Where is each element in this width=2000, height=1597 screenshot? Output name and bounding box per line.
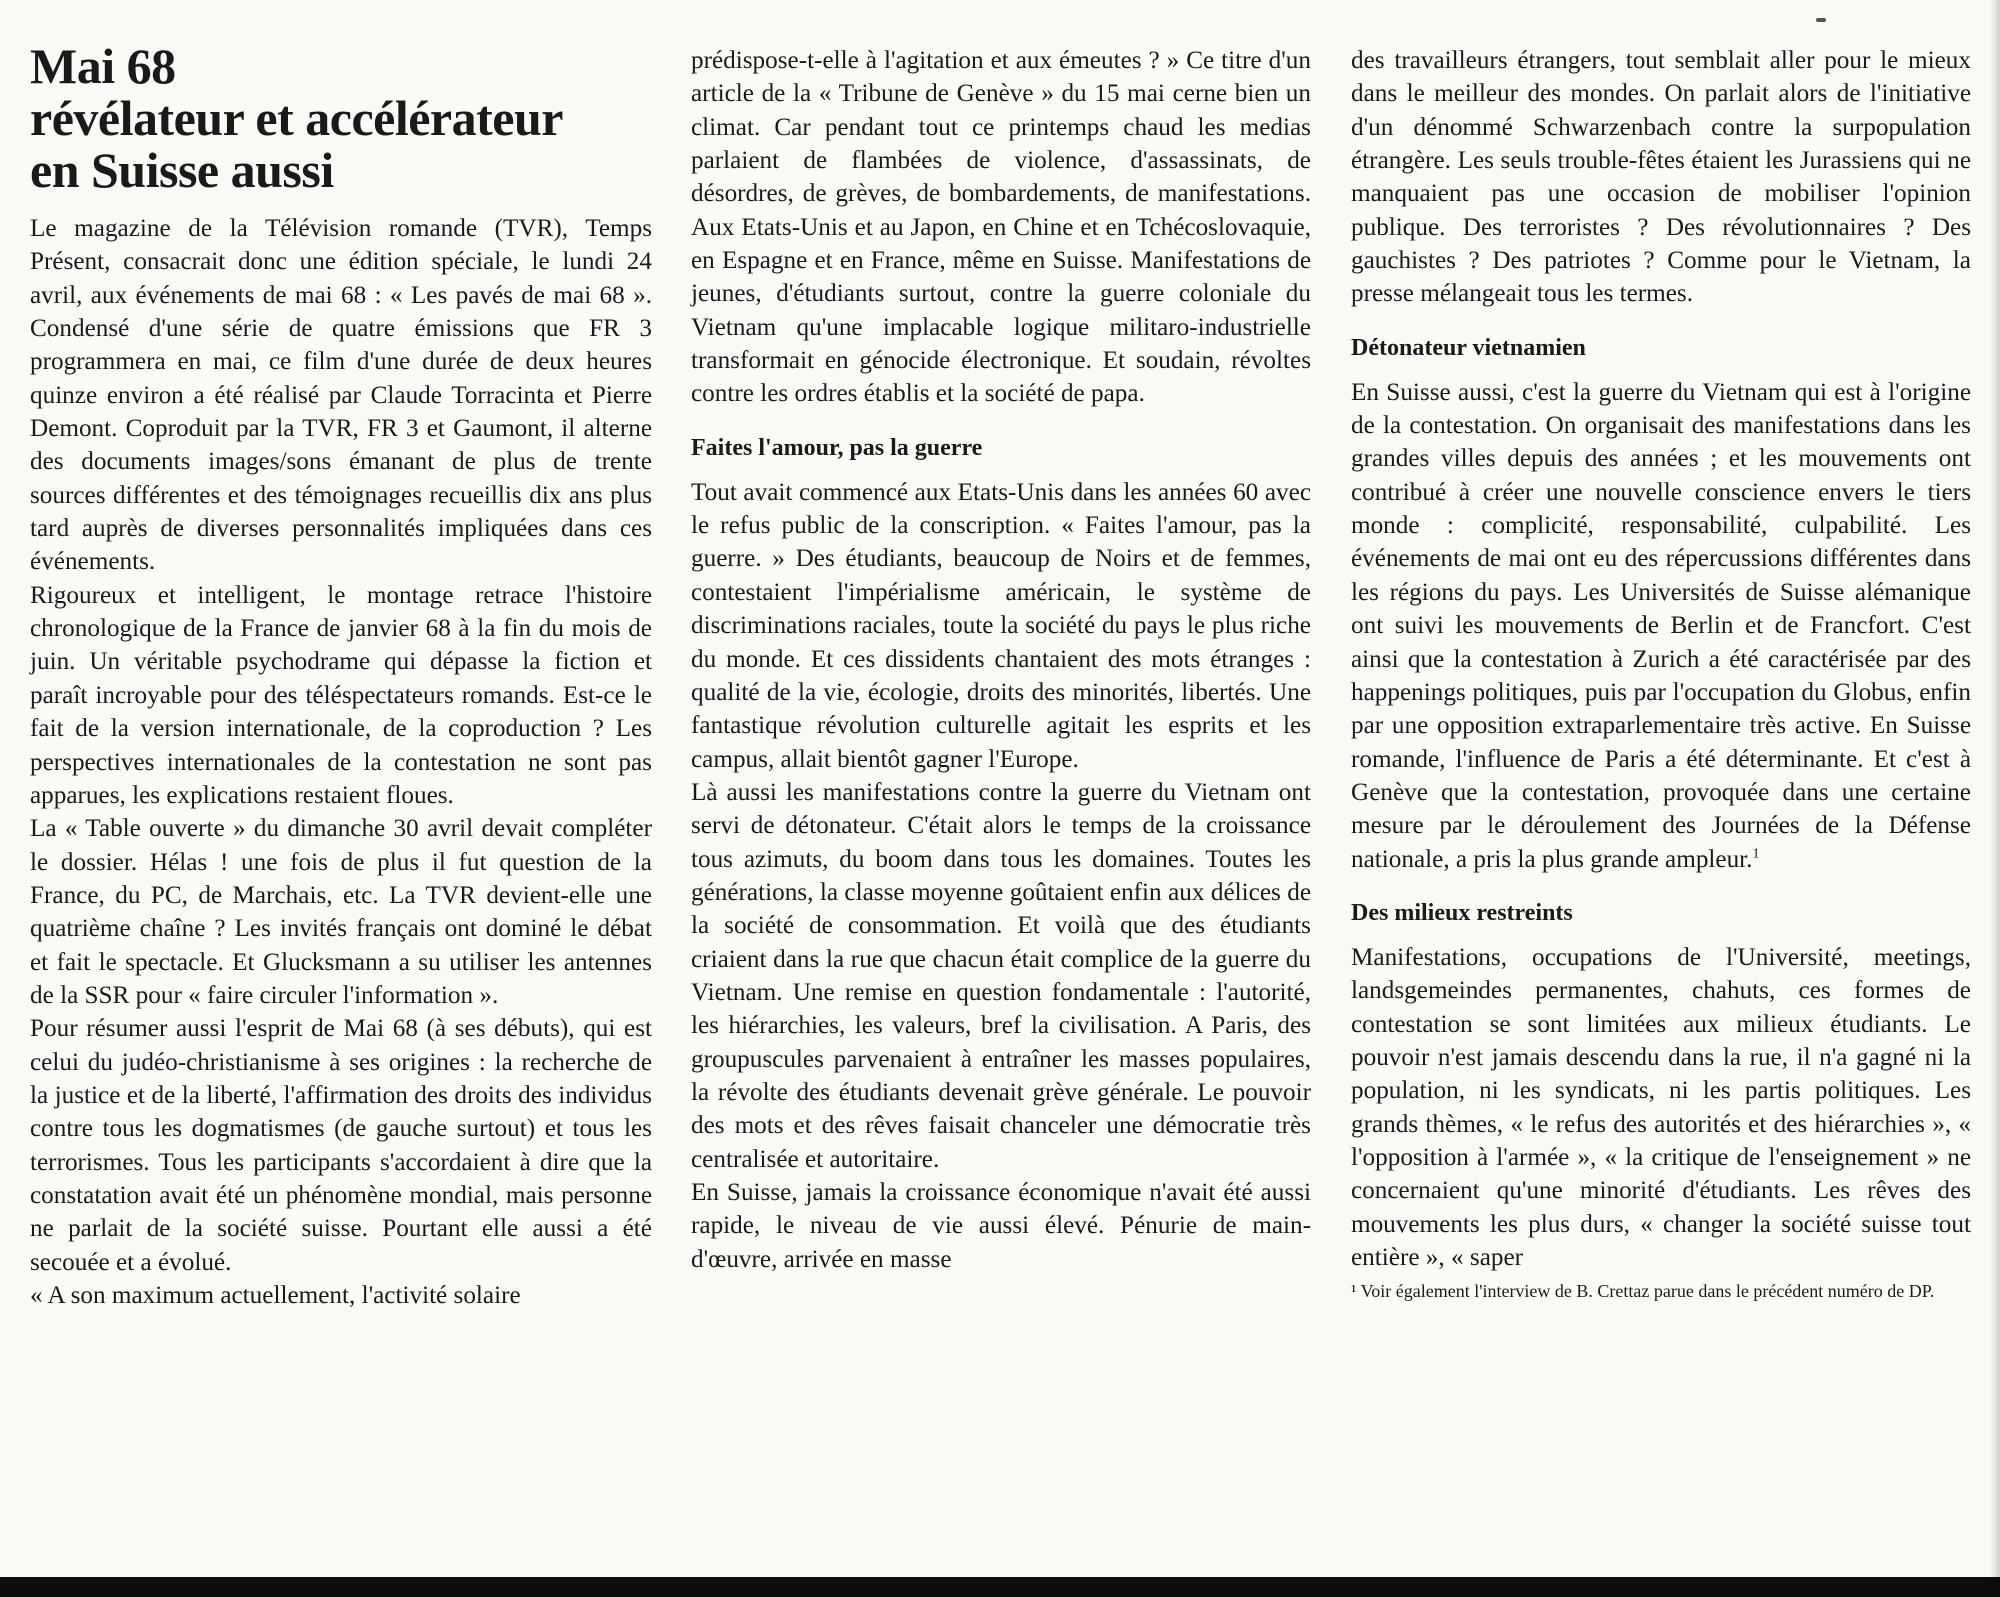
article-column-3 [1351, 44, 1971, 1302]
article-column-2 [691, 44, 1311, 1276]
body-paragraph-continued: En Suisse, jamais la croissance économique n'avait été aussi rapide, le niveau de vie aussi élevé. Pénurie de main-d'œuvre, arrivée en masse [691, 1179, 1311, 1273]
bottom-border [0, 1577, 2000, 1597]
body-paragraph: Rigoureux et intelligent, le montage retrace l'histoire chronologique de la France de janvier 68 à la fin du mois de juin. Un véritable psychodrame qui dépasse la fiction et paraît incroyable pour des téléspectateurs romands. Est-ce le fait de la version internationale, de la coproduction ? Les perspectives internationales de la contestation ne sont pas apparues, les explications restaient floues. [30, 581, 652, 809]
body-paragraph-with-footnote [1351, 376, 1971, 876]
page-edge-shadow [1990, 0, 2000, 1597]
subheading: Des milieux restreints [1351, 899, 1573, 926]
body-paragraph: Manifestations, occupations de l'Université, meetings, landsgemeindes permanentes, chahuts, ces formes de contestation se sont limitées aux milieux étudiants. Le pouvoir n'est jamais descendu dans la rue, il n'a gagné ni la population, ni les syndicats, ni les partis politiques. Les grands thèmes, « le refus des autorités et des hiérarchies », « l'opposition à l'armée », « la critique de l'enseignement » ne concernaient qu'une minorité d'étudiants. Les rêves des mouvements les plus durs, « changer la société suisse tout entière », « saper [1351, 943, 1971, 1271]
print-speck [1816, 18, 1826, 22]
body-paragraph: La « Table ouverte » du dimanche 30 avril devait compléter le dossier. Hélas ! une fois de plus il fut question de la France, du PC, de Marchais, etc. La TVR devient-elle une quatrième chaîne ? Les invités français ont dominé le débat et fait le spectacle. Et Glucksmann a su utiliser les antennes de la SSR pour « faire circuler l'information ». [30, 815, 652, 1009]
body-paragraph: Le magazine de la Télévision romande (TVR), Temps Présent, consacrait donc une édition spéciale, le lundi 24 avril, aux événements de mai 68 : « Les pavés de mai 68 ». Condensé d'une série de quatre émissions que FR 3 programmera en mai, ce film d'une durée de deux heures quinze environ a été réalisé par Claude Torracinta et Pierre Demont. Coproduit par la TVR, FR 3 et Gaumont, il alterne des documents images/sons émanant de plus de trente sources différentes et des témoignages recueillis dix ans plus tard auprès de diverses personnalités impliquées dans ces événements. [30, 215, 652, 576]
title-line: révélateur et accélérateur [30, 90, 563, 146]
subheading: Faites l'amour, pas la guerre [691, 434, 983, 461]
body-paragraph: Tout avait commencé aux Etats-Unis dans les années 60 avec le refus public de la conscription. « Faites l'amour, pas la guerre. » Des étudiants, beaucoup de Noirs et de femmes, contestaient l'impérialisme américain, le système de discriminations raciales, toute la société du pays le plus riche du monde. Et ces dissidents chantaient des mots étranges : qualité de la vie, écologie, droits des minorités, libertés. Une fantastique révolution culturelle agitait les esprits et les campus, allait bientôt gagner l'Europe. [691, 478, 1311, 773]
body-paragraph-continued: prédispose-t-elle à l'agitation et aux émeutes ? » Ce titre d'un article de la « Tribune de Genève » du 15 mai cerne bien un climat. Car pendant tout ce printemps chaud les medias parlaient de flambées de violence, d'assassinats, de désordres, de grèves, de bombardements, de manifestations. Aux Etats-Unis et au Japon, en Chine et en Tchécoslovaquie, en Espagne et en France, même en Suisse. Manifestations de jeunes, d'étudiants surtout, contre la guerre coloniale du Vietnam qu'une implacable logique militaro-industrielle transformait en génocide électronique. Et soudain, révoltes contre les ordres établis et la société de papa. [691, 47, 1311, 408]
footnote: ¹ Voir également l'interview de B. Crettaz parue dans le précédent numéro de DP. [1351, 1281, 1935, 1302]
footnote-marker: 1 [1752, 846, 1760, 862]
body-paragraph-continued: des travailleurs étrangers, tout semblait aller pour le mieux dans le meilleur des mondes. On parlait alors de l'initiative d'un dénommé Schwarzenbach contre la surpopulation étrangère. Les seuls trouble-fêtes étaient les Jurassiens qui ne manquaient pas une occasion de mobiliser l'opinion publique. Des terroristes ? Des révolutionnaires ? Des gauchistes ? Des patriotes ? Comme pour le Vietnam, la presse mélangeait tous les termes. [1351, 47, 1971, 308]
title-line: Mai 68 [30, 38, 176, 94]
body-paragraph-continued: « A son maximum actuellement, l'activité solaire [30, 1282, 521, 1309]
body-paragraph: Là aussi les manifestations contre la guerre du Vietnam ont servi de détonateur. C'était alors le temps de la croissance tous azimuts, du boom dans tous les domaines. Toutes les générations, la classe moyenne goûtaient enfin aux délices de la société de consommation. Et voilà que des étudiants criaient dans la rue que chacun était complice de la guerre du Vietnam. Une remise en question fondamentale : l'autorité, les hiérarchies, les valeurs, bref la civilisation. A Paris, des groupuscules parvenaient à entraîner les masses populaires, la révolte des étudiants devenait grève générale. Le pouvoir des mots et des rêves faisait chanceler une démocratie très centralisée et autoritaire. [691, 778, 1311, 1173]
paragraph-text: En Suisse aussi, c'est la guerre du Vietnam qui est à l'origine de la contestation. On organisait des manifestations dans les grandes villes depuis des années ; et les mouvements ont contribué à créer une nouvelle conscience envers le tiers monde : complicité, responsabilité, culpabilité. Les événements de mai ont eu des répercussions différentes dans les régions du pays. Les Universités de Suisse alémanique ont suivi les mouvements de Berlin et de Francfort. C'est ainsi que la contestation à Zurich a été caractérisée par des happenings politiques, puis par l'occupation du Globus, enfin par une opposition extraparlementaire très active. En Suisse romande, l'influence de Paris a été déterminante. Et c'est à Genève que la contestation, provoquée dans une certaine mesure par le déroulement des Journées de la Défense nationale, a pris la plus grande ampleur. [1351, 378, 1971, 873]
article-title [30, 40, 652, 196]
subheading: Détonateur vietnamien [1351, 334, 1586, 361]
body-paragraph: Pour résumer aussi l'esprit de Mai 68 (à ses débuts), qui est celui du judéo-christianisme à ses origines : la recherche de la justice et de la liberté, l'affirmation des droits des individus contre tous les dogmatismes (de gauche surtout) et tous les terrorismes. Tous les participants s'accordaient à dire que la constatation avait été un phénomène mondial, mais personne ne parlait de la société suisse. Pourtant elle aussi a été secouée et a évolué. [30, 1015, 652, 1276]
article-column-1 [30, 40, 652, 1312]
title-line: en Suisse aussi [30, 142, 334, 198]
